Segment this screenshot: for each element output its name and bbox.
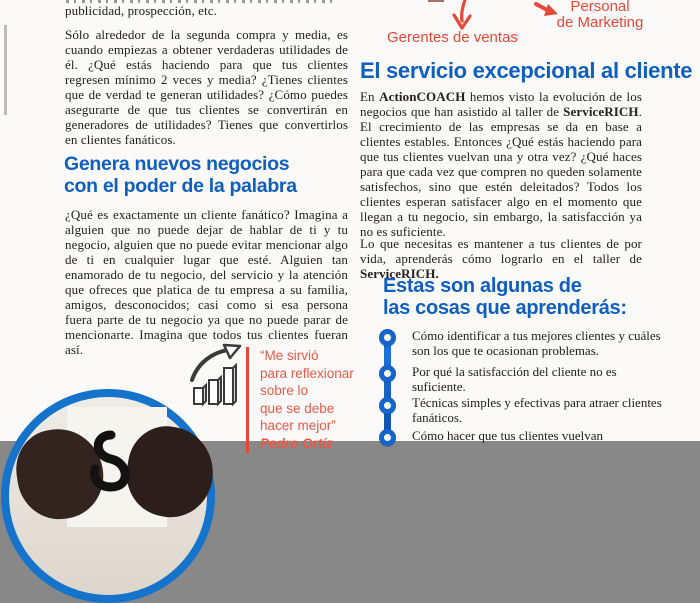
sales-managers-label: Gerentes de ventas <box>387 29 518 46</box>
paragraph-fanatic: ¿Qué es exactamente un cliente fanático? Imagina a alguien que no puede dejar de hablar de ti y tu negocio, alguien que no puede evitar mencionar algo de ti en cualquier lugar que esté. Alguien tan enamorado de tu negocio, del servicio y la atención que ofreces que platica de tu empresa a su familia, amigos, desconocidos; casi como si esa persona fuera parte de tu negocio ya que no puede parar de mencionarte. Imagina que todos tus clientes fueran así. <box>65 207 348 357</box>
paragraph-service <box>360 89 642 239</box>
subheading-line1: Estas son algunas de <box>383 275 582 297</box>
bullet-item: Técnicas simples y efectivas para atraer clientes fanáticos. <box>412 395 662 425</box>
whiteboard-symbol <box>81 421 141 501</box>
arrow-down-icon <box>449 0 477 30</box>
bullet-item: Por qué la satisfacción del cliente no es suficiente. <box>412 364 617 394</box>
marketing-staff-label <box>552 0 648 30</box>
bullet-ring-icon <box>379 397 396 414</box>
paragraph-utilities: Sólo alrededor de la segunda compra y media, es cuando empiezas a obtener verdaderas utilidades de él. ¿Qué estás haciendo para que tus clientes regresen mínimo 2 veces y media? ¿Tienes clientes que de verdad te generan utilidades? ¿Cómo puedes asegurarte de que tus clientes se convertirán en generadores de utilidades? Tienes que convertirlos en clientes fanáticos. <box>65 27 348 147</box>
quote-line: sobre lo <box>260 383 309 399</box>
quote-line: hacer mejor” <box>260 418 336 434</box>
text-segment: Lo que necesitas es mantener a tus clientes de por vida, aprenderás cómo lograrlo en el taller de <box>360 236 642 266</box>
quote-attribution: Pedro Ortíz <box>260 435 333 451</box>
bullet-item: Cómo identificar a tus mejores clientes y cuáles son los que te ocasionan problemas. <box>412 328 661 358</box>
left-section-heading <box>64 153 297 197</box>
intro-line: publicidad, prospección, etc. <box>65 3 217 18</box>
right-section-heading: El servicio excepcional al cliente <box>360 58 693 83</box>
left-heading-line2: con el poder de la palabra <box>64 175 297 197</box>
bullet-item: Cómo hacer que tus clientes vuelvan <box>412 428 603 443</box>
clipped-element-remnant <box>428 0 444 2</box>
page-margin-line <box>4 25 7 115</box>
marketing-label-line2: de Marketing <box>556 13 644 31</box>
bullet-timeline-line <box>384 337 391 441</box>
quote-line: para reflexionar <box>260 365 354 381</box>
quote-line: que se debe <box>260 400 335 416</box>
people-photo <box>1 389 215 603</box>
testimonial-quote <box>246 347 372 453</box>
text-segment: En <box>360 89 380 104</box>
left-heading-line1: Genera nuevos negocios <box>64 153 290 175</box>
brand-actioncoach: ActionCOACH <box>379 89 466 104</box>
marketing-label-line1: Personal <box>570 0 630 15</box>
bullet-ring-icon <box>379 329 396 346</box>
learn-subheading <box>383 276 627 319</box>
quote-line: “Me sirvió <box>260 348 319 363</box>
subheading-line2: las cosas que aprenderás: <box>383 296 627 319</box>
bullet-ring-icon <box>379 429 396 446</box>
bullet-ring-icon <box>379 365 396 382</box>
brand-servicerich: ServiceRICH <box>563 104 639 119</box>
brand-servicerich: ServiceRICH. <box>360 266 439 281</box>
text-segment: hemos visto la evolución de los negocios que han asistido al taller de <box>360 89 642 119</box>
growth-chart-icon <box>186 344 244 413</box>
text-segment: . El crecimiento de las empresas se da en base a clientes estables. Entonces ¿Qué estás haciendo para que tus clientes vuelvan una y otra vez? ¿Qué haces para que cada vez que compren no queden solamente satisfechos, sino que estén deleitados? Todos los clientes esperan satisfacer algo en el momento que llegan a tu negocio, sin embargo, la satisfacción ya no es suficiente. <box>360 104 642 239</box>
